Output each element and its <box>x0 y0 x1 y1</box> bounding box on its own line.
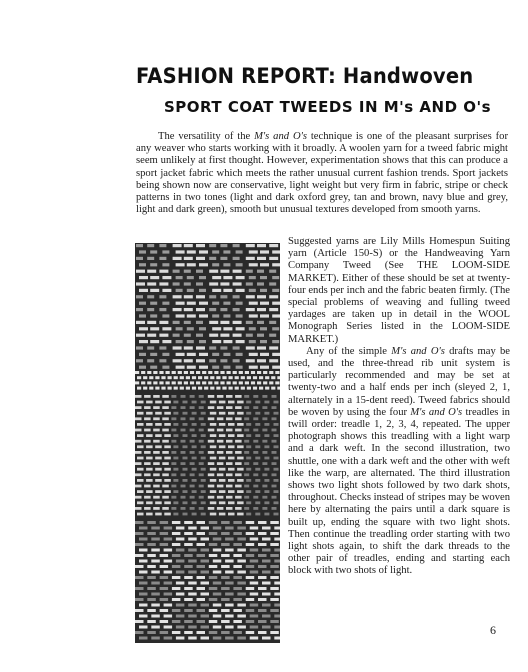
article-title: SPORT COAT TWEEDS IN M's AND O's <box>164 98 492 116</box>
yarns-paragraph: Suggested yarns are Lily Mills Homespun Suiting yarn (Article 150-S) or the Handweaving Yarn Company Tweed (See THE LOOM-SIDE MARKET). Either of these should be set at twenty-four ends per inch and the fabric beaten firmly. (The special problems of weaving and fulling tweed yardages are taken up in detail in the WOOL Monograph Series listed in the LOOM-SIDE MARKET.) <box>288 236 510 345</box>
intro-paragraph: The versatility of the M's and O's technique is one of the pleasant surprises for any weaver who starts working with it broadly. A woolen yarn for a tweed fabric might seem unlikely at first thought. However, experimentation shows that this can produce a sport jacket fabric which meets the rather unusual current fashion trends. Sport jackets being shown now are conservative, light weight but very firm in fabric, stripe or check patterns in two tones (light and dark oxford grey, tan and brown, navy blue and grey, light and dark green), smooth but unusual textures developed from smooth yarns. <box>136 131 508 216</box>
page-number: 6 <box>490 623 496 637</box>
right-column <box>288 236 510 578</box>
woven-fabric-photograph <box>135 243 280 643</box>
section-kicker: FASHION REPORT: Handwoven <box>136 64 474 88</box>
drafts-paragraph: Any of the simple M's and O's drafts may be used, and the three-thread rib unit system is particularly recommended and may be set at twenty-two and a half ends per inch (sleyed 2, 1, alternately in a 15-dent reed). Tweed fabrics should be woven by using the four M's and O's treadles in twill order: treadle 1, 2, 3, 4, repeated. The upper photograph shows this treadling with a light warp and a dark weft. In the second illustration, two shuttle, one with a dark weft and the other with weft like the warp, are alternated. The third illustration shows two light shots followed by two dark shots, throughout. Checks instead of stripes may be woven here by alternating the pairs until a dark square is built up, ending the square with two light shots. Then continue the treadling order starting with two light shots again, to shift the dark threads to the other pair of treadles, ending and starting each block with two shots of light. <box>288 345 510 577</box>
